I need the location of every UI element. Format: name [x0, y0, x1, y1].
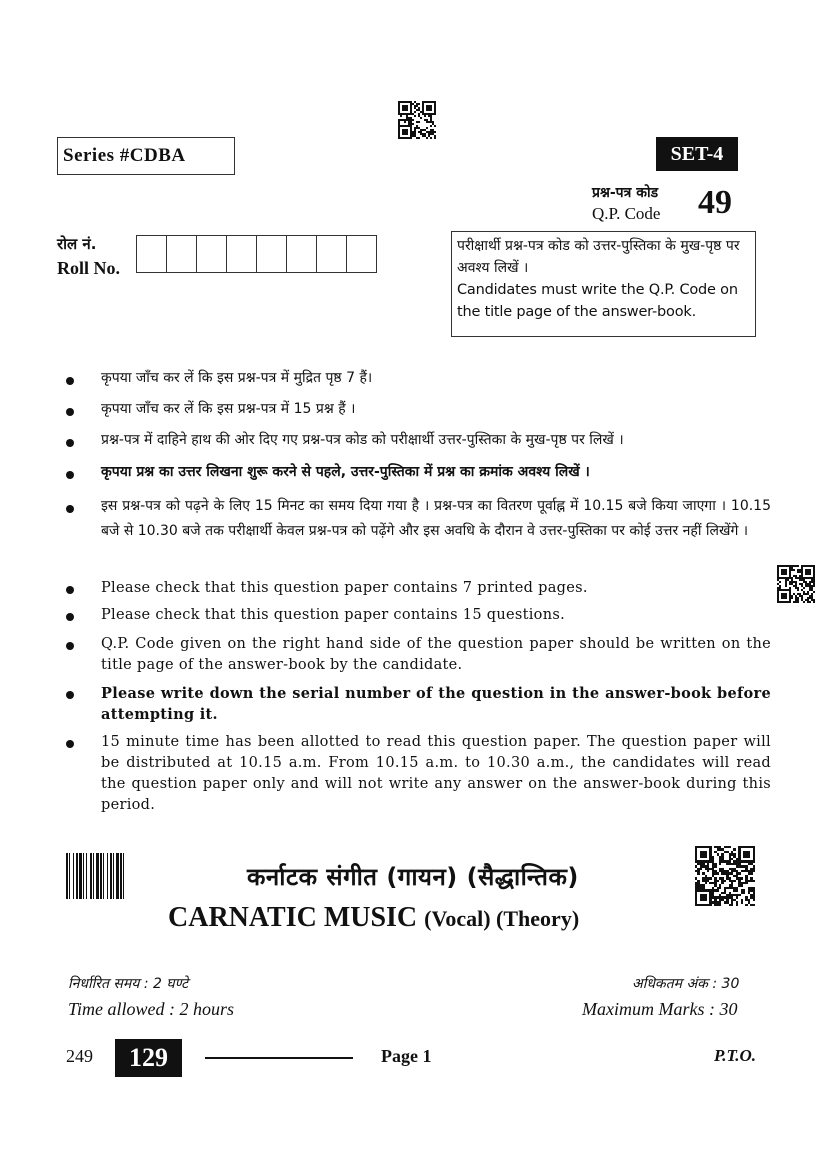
bullet [66, 471, 74, 479]
bullet [66, 691, 74, 699]
roll-digit-box[interactable] [137, 235, 167, 273]
qr-code-title [695, 846, 755, 906]
bullet [66, 613, 74, 621]
roll-digit-box[interactable] [287, 235, 317, 273]
instruction-hindi-1: कृपया जाँच कर लें कि इस प्रश्न-पत्र में मुद्रित पृष्ठ 7 हैं। [101, 370, 373, 386]
roll-digit-box[interactable] [197, 235, 227, 273]
instruction-1: Please check that this question paper contains 7 printed pages. [101, 580, 588, 596]
paper-number-badge: 129 [115, 1039, 182, 1077]
time-allowed-hindi: निर्धारित समय : 2 घण्टे [68, 976, 189, 992]
roll-label-hindi: रोल नं. [57, 235, 97, 253]
bullet [66, 642, 74, 650]
notice-english: Candidates must write the Q.P. Code on the title page of the answer-book. [457, 282, 738, 320]
instruction-hindi-5: इस प्रश्न-पत्र को पढ़ने के लिए 15 मिनट का समय दिया गया है । प्रश्न-पत्र का वितरण पूर्वाह्न में 10.15 बजे किया जाएगा । 10.15 बजे से 10.30 बजे तक परीक्षार्थी केवल प्रश्न-पत्र को पढ़ेंगे और इस अवधि के दौरान वे उत्तर-पुस्तिका पर कोई उत्तर नहीं लिखेंगे । [101, 498, 771, 539]
bullet [66, 505, 74, 513]
qp-code-label: Q.P. Code [592, 204, 661, 223]
instruction-5: 15 minute time has been allotted to read this question paper. The question paper will be distributed at 10.15 a.m. From 10.15 a.m. to 10.30 a.m., the candidates will read the question paper only and will not write any answer on the answer-book during this period. [101, 734, 771, 813]
qr-code-side [777, 565, 815, 603]
bullet [66, 586, 74, 594]
instruction-2: Please check that this question paper contains 15 questions. [101, 607, 565, 623]
roll-digit-box[interactable] [227, 235, 257, 273]
instruction-4: Please write down the serial number of the question in the answer-book before attempting it. [101, 685, 771, 723]
subject-title-hindi: कर्नाटक संगीत (गायन) (सैद्धान्तिक) [247, 863, 579, 891]
bullet [66, 408, 74, 416]
instruction-hindi-3: प्रश्न-पत्र में दाहिने हाथ की ओर दिए गए प्रश्न-पत्र कोड को परीक्षार्थी उत्तर-पुस्तिका के मुख-पृष्ठ पर लिखें । [101, 432, 624, 448]
roll-digit-box[interactable] [257, 235, 287, 273]
bullet [66, 740, 74, 748]
set-badge: SET-4 [656, 137, 738, 171]
qp-code-label-hindi: प्रश्न-पत्र कोड [592, 185, 659, 201]
qr-code-top [398, 101, 436, 139]
roll-label: Roll No. [57, 258, 120, 278]
qp-code-number: 49 [698, 184, 732, 221]
bullet [66, 377, 74, 385]
instruction-3: Q.P. Code given on the right hand side of the question paper should be written on the title page of the answer-book by the candidate. [101, 636, 771, 673]
roll-digit-box[interactable] [347, 235, 377, 273]
notice-hindi: परीक्षार्थी प्रश्न-पत्र कोड को उत्तर-पुस्तिका के मुख-पृष्ठ पर अवश्य लिखें । [457, 238, 740, 276]
maximum-marks: Maximum Marks : 30 [582, 999, 738, 1019]
series-label: Series #CDBA [57, 137, 235, 175]
subject-title-sub: (Vocal) (Theory) [424, 906, 580, 931]
barcode [66, 853, 172, 899]
footer-code: 249 [66, 1046, 93, 1066]
time-allowed: Time allowed : 2 hours [68, 999, 235, 1019]
bullet [66, 439, 74, 447]
instruction-hindi-2: कृपया जाँच कर लें कि इस प्रश्न-पत्र में 15 प्रश्न हैं । [101, 401, 356, 417]
roll-digit-box[interactable] [317, 235, 347, 273]
roll-digit-box[interactable] [167, 235, 197, 273]
qp-code-notice [451, 231, 756, 337]
footer-divider [205, 1057, 353, 1059]
maximum-marks-hindi: अधिकतम अंक : 30 [632, 976, 740, 992]
subject-title-main: CARNATIC MUSIC [168, 902, 418, 933]
page-number: Page 1 [381, 1046, 432, 1066]
instruction-hindi-4: कृपया प्रश्न का उत्तर लिखना शुरू करने से पहले, उत्तर-पुस्तिका में प्रश्न का क्रमांक अवश्य लिखें । [101, 464, 590, 480]
roll-number-boxes[interactable] [136, 235, 377, 273]
pto-label: P.T.O. [714, 1046, 757, 1065]
subject-title [168, 902, 579, 934]
